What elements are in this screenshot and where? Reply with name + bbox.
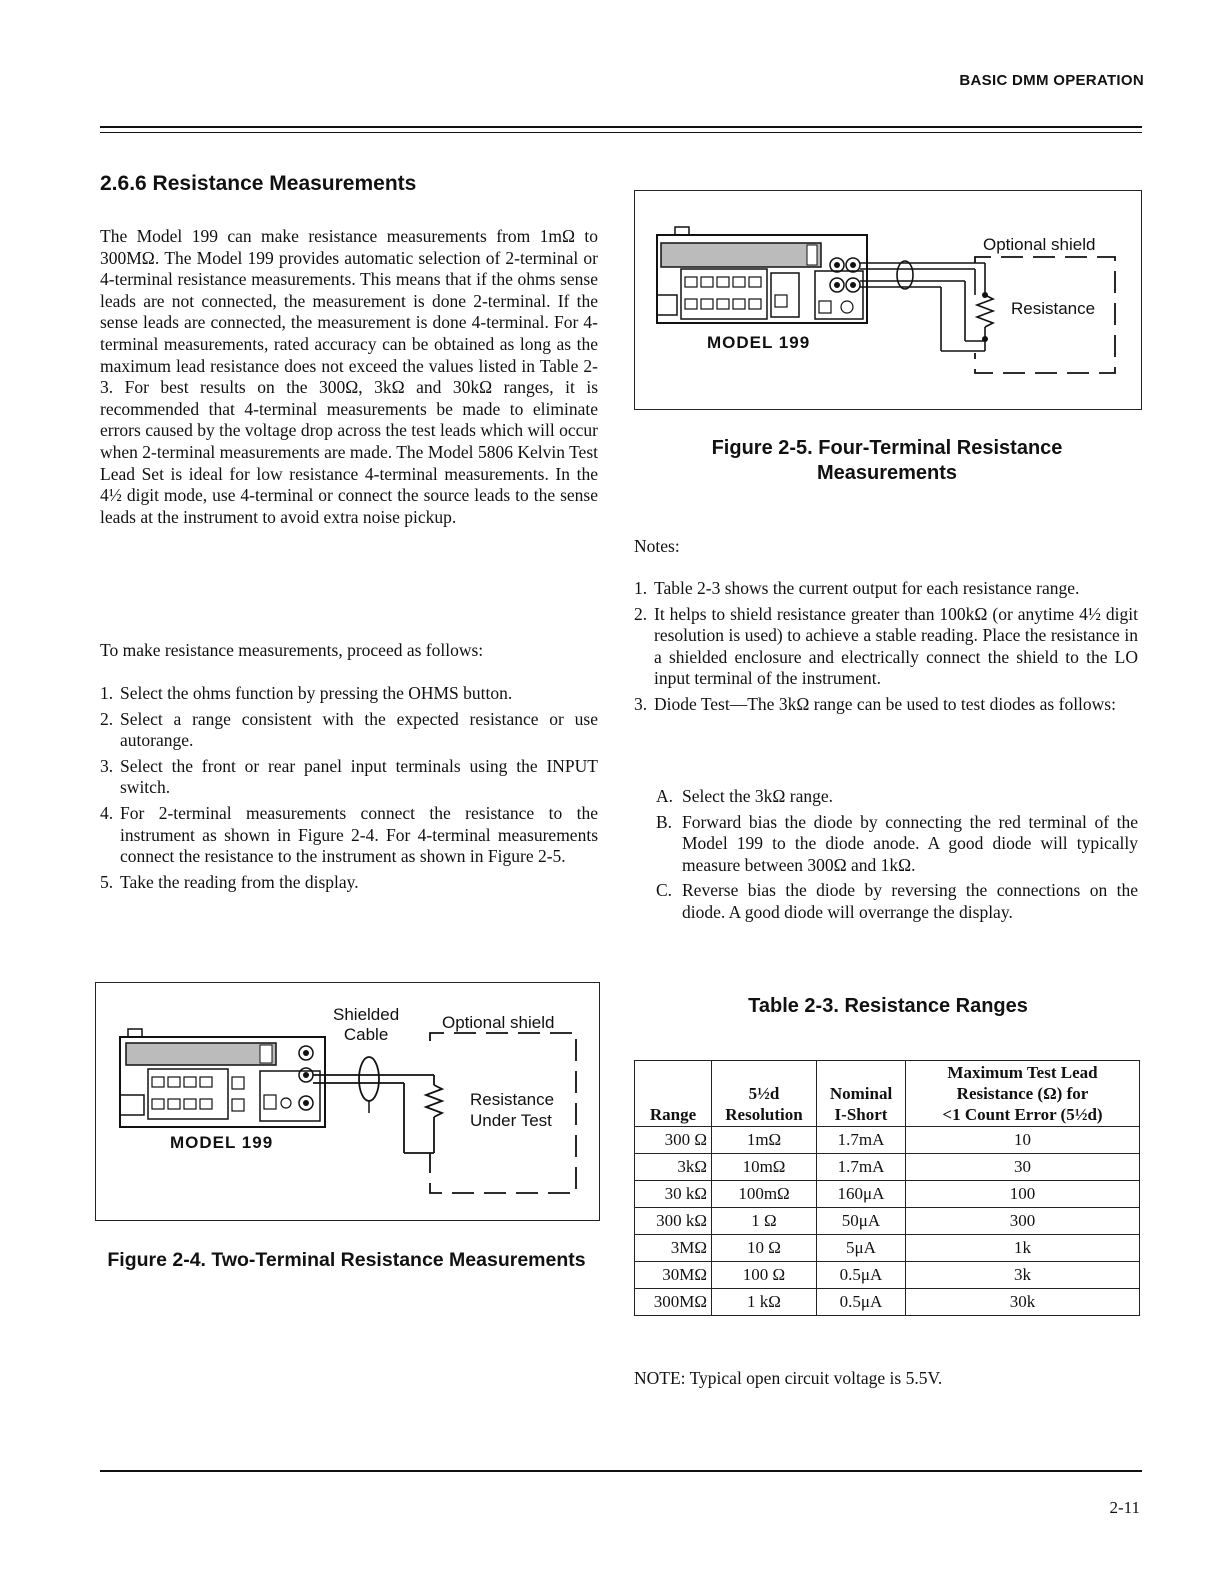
header-ishort: Nominal I-Short: [817, 1061, 906, 1127]
header-lead-resistance: Maximum Test Lead Resistance (Ω) for <1 Count Error (5½d): [906, 1061, 1140, 1127]
cable-shield-icon: [359, 1057, 379, 1101]
model-label: MODEL 199: [170, 1133, 274, 1152]
table-note: NOTE: Typical open circuit voltage is 5.5V.: [634, 1368, 943, 1388]
list-item: A. Select the 3kΩ range.: [656, 786, 834, 806]
resistor-icon: [977, 295, 993, 327]
header-resolution: 5½d Resolution: [712, 1061, 817, 1127]
dmm-handle: [675, 227, 689, 235]
table-row: 30MΩ 100 Ω 0.5μA 3k: [635, 1262, 1140, 1289]
resistance-label: Resistance: [1011, 299, 1096, 318]
list-item: 2. It helps to shield resistance greater than 100kΩ (or anytime 4½ digit resolution is used) to achieve a stable reading. Place the resistance in a shielded enclosure and electrically connect the shield to the LO input terminal of the instrument.: [634, 603, 1138, 689]
page-number: 2-11: [1109, 1498, 1140, 1517]
table-row: 30 kΩ 100mΩ 160μA 100: [635, 1181, 1140, 1208]
footer-rule: [100, 1470, 1142, 1472]
figure-2-4-frame: [95, 982, 600, 1221]
shielded-cable-label: Shielded Cable: [333, 1005, 400, 1044]
cable-shield-icon: [897, 261, 913, 289]
list-item: 3. Diode Test—The 3kΩ range can be used to test diodes as follows:: [634, 693, 1116, 714]
power-switch: [120, 1095, 144, 1115]
procedure-intro: To make resistance measurements, proceed as follows:: [100, 640, 484, 660]
table-header-row: [635, 1061, 1140, 1127]
list-item: C. Reverse bias the diode by reversing the connections on the diode. A good diode will overrange the display.: [656, 880, 1138, 922]
list-item: 2. Select a range consistent with the expected resistance or use autorange.: [100, 708, 598, 751]
procedure-steps: [100, 683, 598, 897]
list-item: 4. For 2-terminal measurements connect the resistance to the instrument as shown in Figure 2-4. For 4-terminal measurements connect the resistance to the instrument as shown in Figure 2-5.: [100, 802, 598, 867]
list-item: 1. Select the ohms function by pressing the OHMS button.: [100, 683, 513, 703]
model-label: MODEL 199: [707, 333, 811, 352]
notes-list: [634, 578, 1138, 720]
section-title: 2.6.6 Resistance Measurements: [100, 172, 417, 195]
display-window: [126, 1043, 276, 1065]
list-item: B. Forward bias the diode by connecting the red terminal of the Model 199 to the diode anode. A good diode will typically measure between 300Ω and 1kΩ.: [656, 811, 1138, 875]
dmm-handle: [128, 1029, 142, 1037]
resistor-icon: [426, 1085, 442, 1117]
power-switch: [657, 295, 677, 315]
table-row: 3kΩ 10mΩ 1.7mA 30: [635, 1154, 1140, 1181]
resistance-under-test-label: Resistance Under Test: [470, 1090, 555, 1130]
list-item: 1. Table 2-3 shows the current output for each resistance range.: [634, 578, 1080, 598]
diode-test-sublist: [656, 786, 1138, 928]
running-header: BASIC DMM OPERATION: [959, 72, 1144, 89]
table-row: 300 Ω 1mΩ 1.7mA 10: [635, 1127, 1140, 1154]
table-title: Table 2-3. Resistance Ranges: [748, 995, 1028, 1017]
notes-label: Notes:: [634, 536, 680, 556]
header-rule-thin: [100, 132, 1142, 133]
terminal-panel: [260, 1071, 320, 1121]
table-row: 300MΩ 1 kΩ 0.5μA 30k: [635, 1289, 1140, 1316]
optional-shield-label: Optional shield: [442, 1013, 555, 1032]
table-row: 300 kΩ 1 Ω 50μA 300: [635, 1208, 1140, 1235]
resistance-ranges-table: [634, 1060, 1140, 1316]
figure-2-5-frame: [634, 190, 1142, 410]
header-range: Range: [635, 1061, 712, 1127]
list-item: 5. Take the reading from the display.: [100, 871, 359, 892]
display-window: [661, 243, 821, 267]
optional-shield-label: Optional shield: [983, 235, 1096, 254]
figure-2-4-caption: Figure 2-4. Two-Terminal Resistance Measurements: [107, 1249, 586, 1271]
table-row: 3MΩ 10 Ω 5μA 1k: [635, 1235, 1140, 1262]
header-rule: [100, 126, 1142, 128]
list-item: 3. Select the front or rear panel input terminals using the INPUT switch.: [100, 755, 598, 798]
figure-2-5-caption: Figure 2-5. Four-Terminal Resistance Measurements: [711, 437, 1063, 484]
display-end: [260, 1045, 272, 1063]
intro-paragraph: The Model 199 can make resistance measurements from 1mΩ to 300MΩ. The Model 199 provides automatic selection of 2-terminal or 4-terminal resistance measurements. This means that if the ohms sense leads are not connected, the measurement is done 2-terminal. If the sense leads are connected, the measurement is done 4-terminal. For 4-terminal measurements, rated accuracy can be obtained as long as the maximum lead resistance does not exceed the values listed in Table 2-3. For best results on the 300Ω, 3kΩ and 30kΩ ranges, it is recommended that 4-terminal measurements be made to eliminate errors caused by the voltage drop across the test leads which will occur when 2-terminal measurements are made. The Model 5806 Kelvin Test Lead Set is ideal for low resistance 4-terminal measurements. In the 4½ digit mode, use 4-terminal or connect the source leads to the sense leads at the instrument to avoid extra noise pickup.: [100, 226, 598, 527]
